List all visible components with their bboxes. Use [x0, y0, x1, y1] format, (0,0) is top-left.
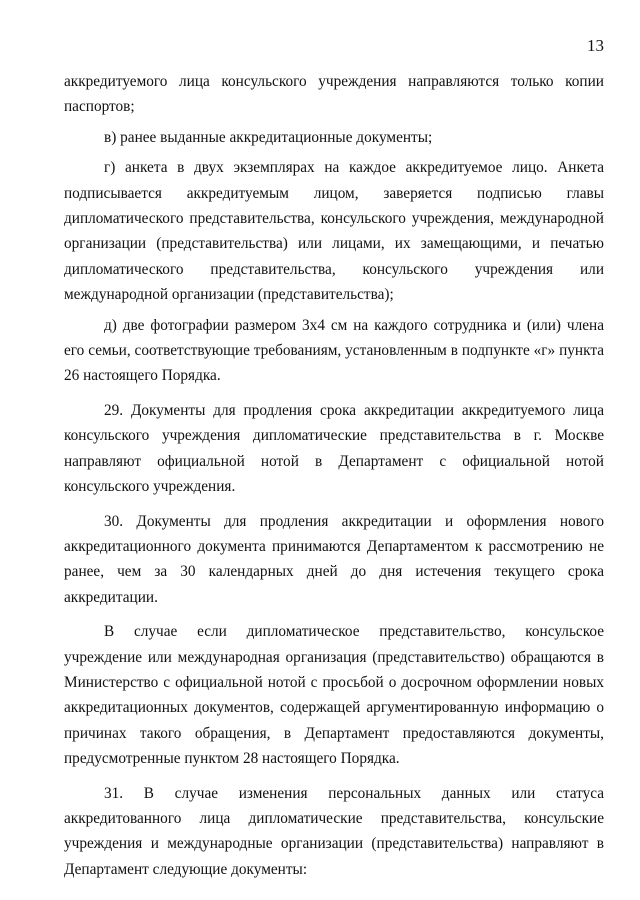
paragraph-section-29: 29. Документы для продления срока аккредитации аккредитуемого лица консульского учреждения дипломатические представительства в г. Москве направляют официальной нотой в Департамент с официальной нотой консульского учреждения.	[64, 401, 604, 496]
paragraph-item-d: д) две фотографии размером 3х4 см на каждого сотрудника и (или) члена его семьи, соответствующие требованиям, установленным в подпункте «г» пункта 26 настоящего Порядка.	[64, 316, 604, 385]
paragraph-continuation: аккредитуемого лица консульского учреждения направляются только копии паспортов;	[64, 73, 604, 116]
paragraph-item-v: в) ранее выданные аккредитационные документы;	[104, 128, 433, 146]
document-body	[64, 69, 604, 887]
paragraph-section-31: 31. В случае изменения персональных данных или статуса аккредитованного лица дипломатические представительства, консульские учреждения и международные организации (представительства) направляют в Департамент следующие документы:	[64, 784, 604, 878]
paragraph-early-renewal: В случае если дипломатическое представительство, консульское учреждение или международная организация (представительство) обращаются в Министерство с официальной нотой с просьбой о досрочном оформлении новых аккредитационных документов, содержащей аргументированную информацию о причинах такого обращения, в Департамент предоставляются документы, предусмотренные пунктом 28 настоящего Порядка.	[64, 623, 604, 768]
page-number: 13	[587, 36, 604, 55]
paragraph-item-g: г) анкета в двух экземплярах на каждое аккредитуемое лицо. Анкета подписывается аккредитуемым лицом, заверяется подписью главы дипломатического представительства, консульского учреждения, международной организации (представительства) или лицами, их замещающими, и печатью дипломатического представительства, консульского учреждения или международной организации (представительства);	[64, 159, 604, 304]
paragraph-section-30: 30. Документы для продления аккредитации и оформления нового аккредитационного документа принимаются Департаментом к рассмотрению не ранее, чем за 30 календарных дней до дня истечения текущего срока аккредитации.	[64, 512, 604, 606]
